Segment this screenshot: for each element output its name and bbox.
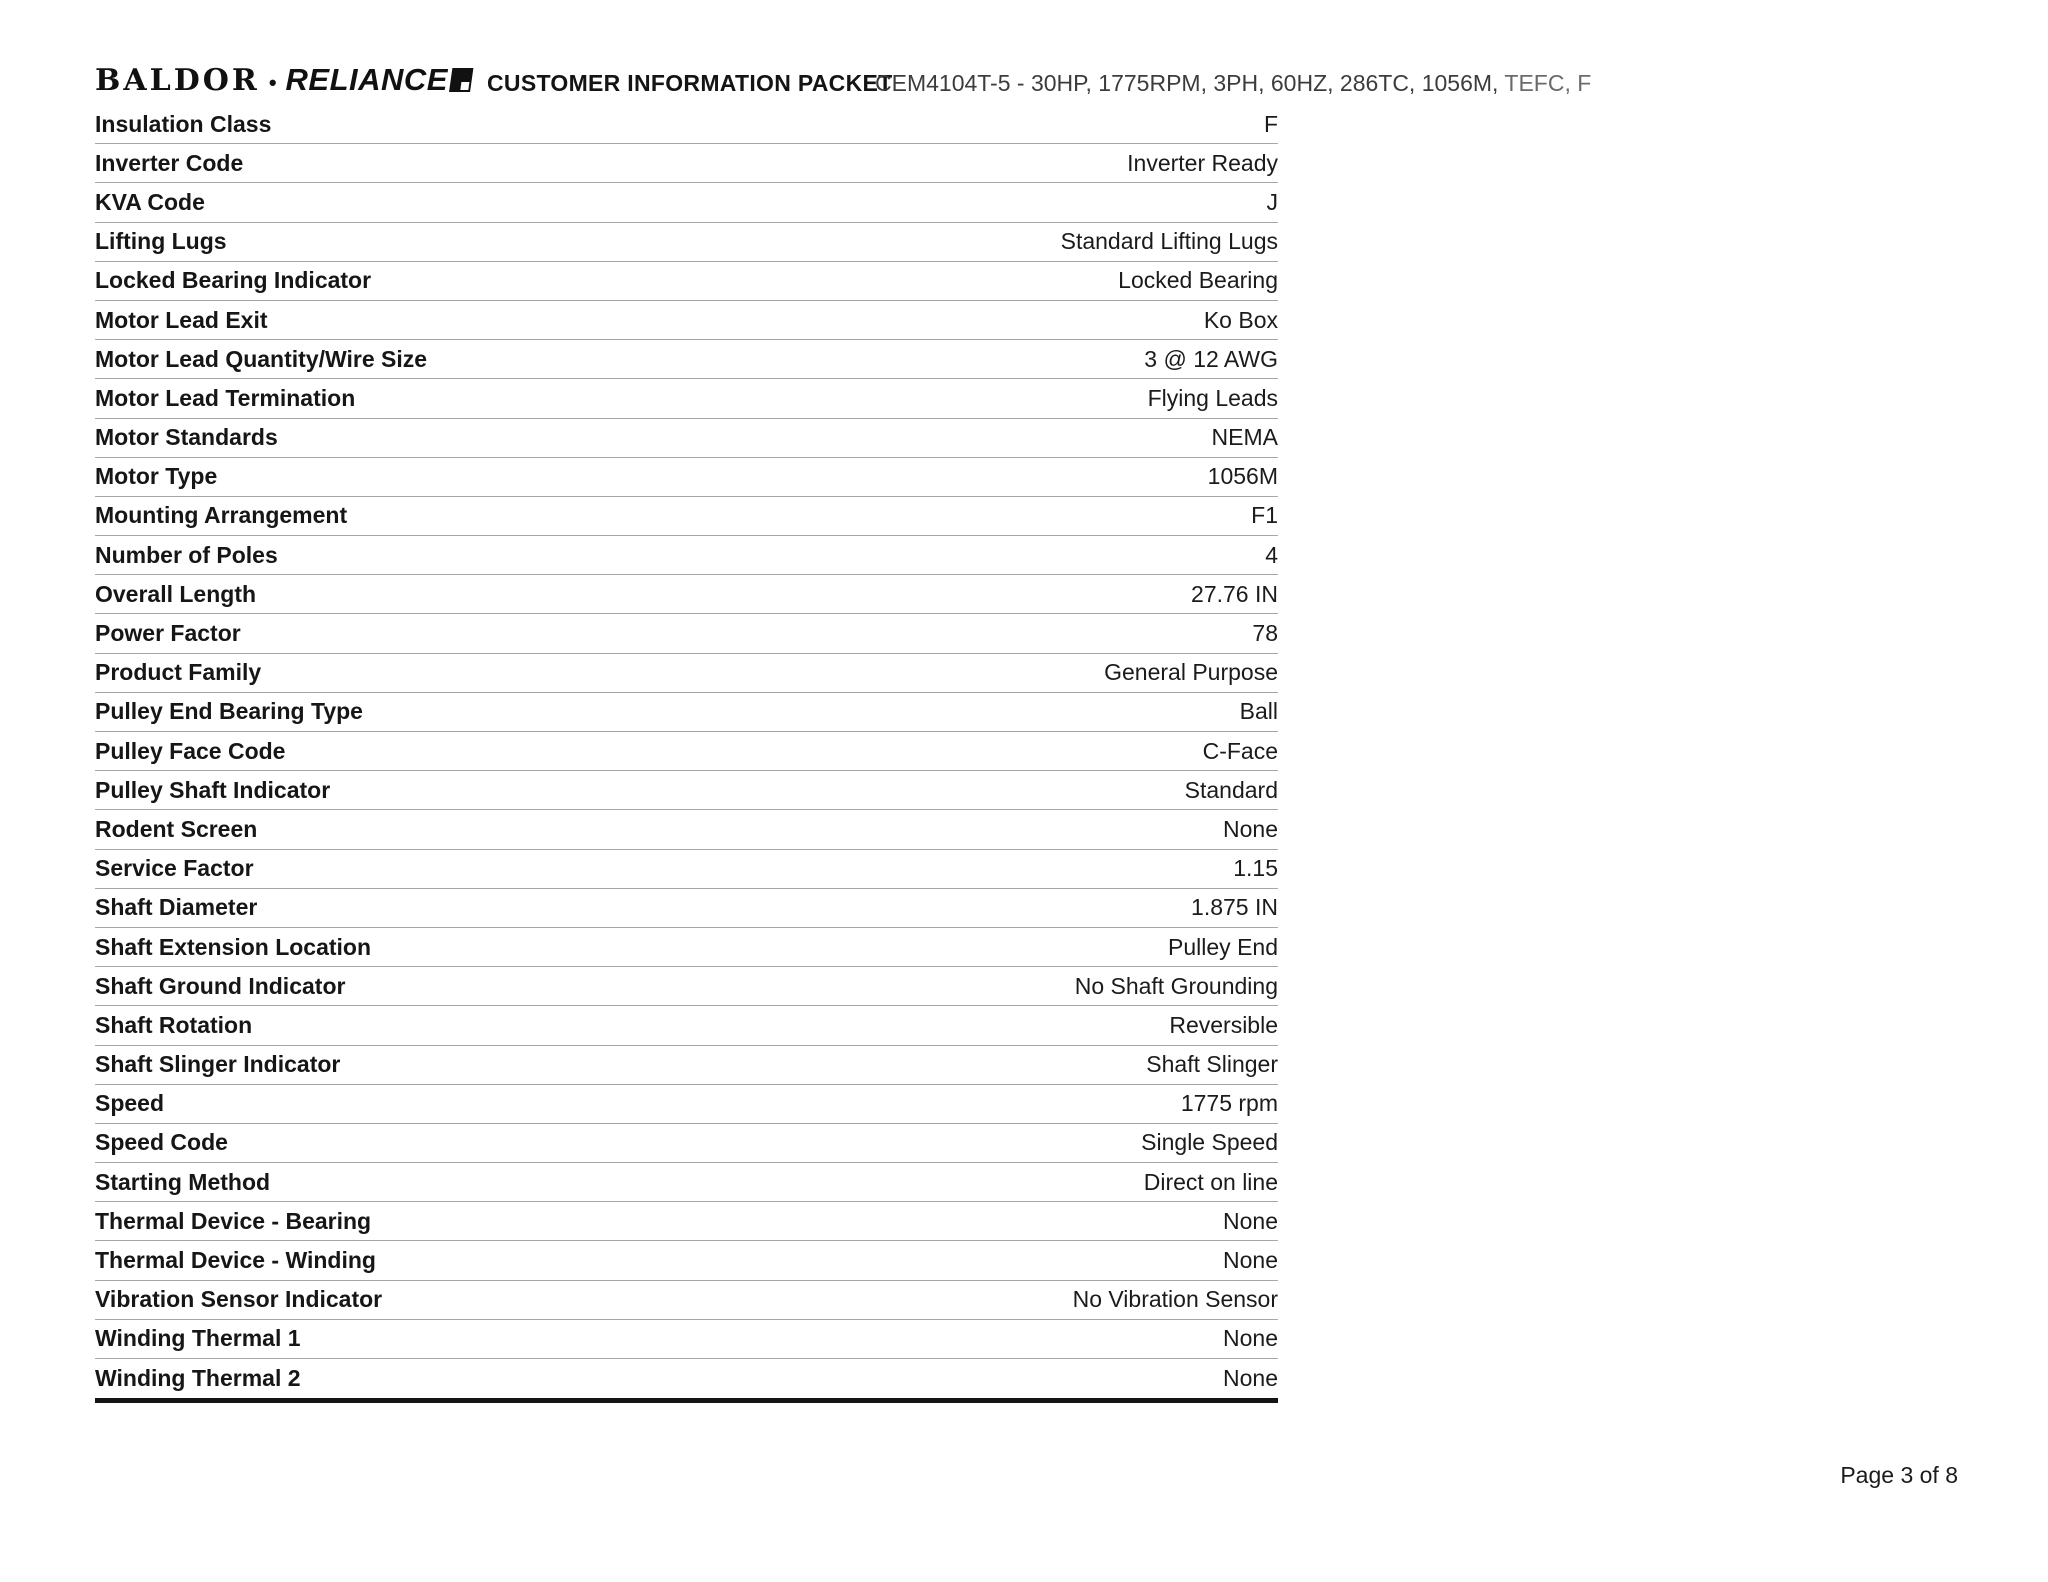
spec-row-value: F1 bbox=[1251, 502, 1278, 529]
spec-row-value: 1.15 bbox=[1233, 855, 1278, 882]
spec-table-row bbox=[95, 262, 1278, 301]
spec-table-row bbox=[95, 1085, 1278, 1124]
spec-table-row bbox=[95, 654, 1278, 693]
reliance-trademark-icon bbox=[449, 68, 473, 92]
spec-row-label: Pulley Face Code bbox=[95, 737, 286, 764]
spec-row-value: Direct on line bbox=[1143, 1168, 1278, 1195]
spec-row-value: No Shaft Grounding bbox=[1074, 972, 1278, 999]
spec-table-row bbox=[95, 1202, 1278, 1241]
spec-table-row bbox=[95, 850, 1278, 889]
spec-row-label: Starting Method bbox=[95, 1168, 271, 1195]
spec-row-value: None bbox=[1223, 1207, 1278, 1234]
page-header bbox=[0, 0, 2048, 100]
spec-row-value: C-Face bbox=[1202, 737, 1278, 764]
spec-table-row bbox=[95, 458, 1278, 497]
logo-brand-baldor: BALDOR bbox=[95, 63, 260, 98]
spec-table-row bbox=[95, 223, 1278, 262]
spec-row-label: Shaft Ground Indicator bbox=[95, 972, 346, 999]
spec-row-value: NEMA bbox=[1211, 424, 1278, 451]
spec-row-label: Overall Length bbox=[95, 580, 257, 607]
spec-row-label: Motor Lead Quantity/Wire Size bbox=[95, 345, 428, 372]
spec-table-row bbox=[95, 967, 1278, 1006]
spec-row-label: Motor Lead Exit bbox=[95, 306, 268, 333]
spec-table-row bbox=[95, 1359, 1278, 1398]
spec-row-value: Ball bbox=[1239, 698, 1278, 725]
spec-row-value: No Vibration Sensor bbox=[1072, 1286, 1278, 1313]
spec-table-row bbox=[95, 810, 1278, 849]
spec-row-value: 78 bbox=[1252, 620, 1278, 647]
spec-row-value: 27.76 IN bbox=[1191, 580, 1278, 607]
spec-row-value: 1.875 IN bbox=[1191, 894, 1278, 921]
spec-row-label: Locked Bearing Indicator bbox=[95, 267, 372, 294]
spec-row-value: Reversible bbox=[1169, 1011, 1278, 1038]
spec-table-row bbox=[95, 928, 1278, 967]
spec-row-label: Mounting Arrangement bbox=[95, 502, 348, 529]
logo-dot-separator: • bbox=[268, 70, 277, 95]
spec-row-value: Single Speed bbox=[1141, 1129, 1278, 1156]
baldor-reliance-logo bbox=[95, 62, 472, 98]
spec-table-row bbox=[95, 575, 1278, 614]
spec-row-label: Motor Type bbox=[95, 463, 218, 490]
spec-row-value: Standard Lifting Lugs bbox=[1060, 228, 1278, 255]
spec-row-label: Insulation Class bbox=[95, 110, 272, 137]
spec-row-label: Rodent Screen bbox=[95, 815, 258, 842]
spec-row-value: 4 bbox=[1265, 541, 1278, 568]
spec-row-value: 1775 rpm bbox=[1180, 1090, 1278, 1117]
spec-row-value: 1056M bbox=[1207, 463, 1278, 490]
spec-table-row bbox=[95, 889, 1278, 928]
spec-table-row bbox=[95, 379, 1278, 418]
spec-table-row bbox=[95, 1320, 1278, 1359]
spec-table-row bbox=[95, 105, 1278, 144]
spec-row-label: Lifting Lugs bbox=[95, 228, 227, 255]
spec-row-value: 3 @ 12 AWG bbox=[1144, 345, 1278, 372]
spec-table-row bbox=[95, 1163, 1278, 1202]
spec-table-row bbox=[95, 340, 1278, 379]
spec-row-label: Speed bbox=[95, 1090, 165, 1117]
spec-row-label: Speed Code bbox=[95, 1129, 228, 1156]
spec-row-label: Pulley End Bearing Type bbox=[95, 698, 363, 725]
logo-brand-reliance: RELIANCE bbox=[285, 62, 448, 97]
spec-row-value: Shaft Slinger bbox=[1146, 1051, 1278, 1078]
spec-row-value: General Purpose bbox=[1104, 659, 1278, 686]
spec-row-label: KVA Code bbox=[95, 188, 205, 215]
spec-table-row bbox=[95, 1006, 1278, 1045]
spec-table-row bbox=[95, 614, 1278, 653]
spec-row-label: Number of Poles bbox=[95, 541, 278, 568]
spec-table-row bbox=[95, 144, 1278, 183]
spec-row-value: None bbox=[1223, 815, 1278, 842]
spec-row-value: Flying Leads bbox=[1147, 384, 1278, 411]
spec-table-row bbox=[95, 419, 1278, 458]
spec-row-label: Winding Thermal 2 bbox=[95, 1365, 301, 1392]
spec-row-label: Motor Lead Termination bbox=[95, 384, 356, 411]
spec-row-value: None bbox=[1223, 1325, 1278, 1352]
spec-row-value: Standard bbox=[1184, 776, 1278, 803]
spec-row-value: F bbox=[1263, 110, 1278, 137]
spec-row-value: None bbox=[1223, 1365, 1278, 1392]
spec-row-label: Shaft Rotation bbox=[95, 1011, 253, 1038]
model-description-secondary: TEFC, F bbox=[1504, 70, 1592, 96]
spec-row-label: Inverter Code bbox=[95, 149, 244, 176]
spec-row-label: Shaft Slinger Indicator bbox=[95, 1051, 341, 1078]
spec-table bbox=[95, 105, 1278, 1403]
model-description-primary: CEM4104T-5 - 30HP, 1775RPM, 3PH, 60HZ, 286TC, 1056M, bbox=[875, 70, 1505, 96]
spec-row-label: Shaft Extension Location bbox=[95, 933, 372, 960]
packet-title: CUSTOMER INFORMATION PACKET bbox=[487, 70, 893, 96]
spec-row-label: Product Family bbox=[95, 659, 262, 686]
spec-row-label: Motor Standards bbox=[95, 424, 278, 451]
page-number-indicator: Page 3 of 8 bbox=[1840, 1462, 1958, 1488]
spec-row-value: Ko Box bbox=[1203, 306, 1278, 333]
spec-row-label: Shaft Diameter bbox=[95, 894, 258, 921]
spec-table-row bbox=[95, 183, 1278, 222]
spec-table-row bbox=[95, 1281, 1278, 1320]
spec-table-row bbox=[95, 771, 1278, 810]
spec-row-value: Locked Bearing bbox=[1118, 267, 1278, 294]
spec-table-row bbox=[95, 497, 1278, 536]
spec-row-value: Pulley End bbox=[1168, 933, 1278, 960]
spec-row-label: Winding Thermal 1 bbox=[95, 1325, 301, 1352]
spec-row-label: Power Factor bbox=[95, 620, 241, 647]
spec-table-row bbox=[95, 536, 1278, 575]
spec-row-label: Service Factor bbox=[95, 855, 254, 882]
spec-row-label: Vibration Sensor Indicator bbox=[95, 1286, 383, 1313]
spec-table-row bbox=[95, 732, 1278, 771]
model-description-line bbox=[875, 70, 1591, 97]
spec-table-row bbox=[95, 1046, 1278, 1085]
spec-table-row bbox=[95, 693, 1278, 732]
spec-row-value: None bbox=[1223, 1247, 1278, 1274]
spec-row-value: Inverter Ready bbox=[1127, 149, 1278, 176]
spec-table-row bbox=[95, 1124, 1278, 1163]
spec-row-label: Thermal Device - Winding bbox=[95, 1247, 376, 1274]
spec-row-value: J bbox=[1266, 188, 1278, 215]
spec-row-label: Pulley Shaft Indicator bbox=[95, 776, 331, 803]
spec-table-row bbox=[95, 301, 1278, 340]
spec-table-row bbox=[95, 1241, 1278, 1280]
spec-row-label: Thermal Device - Bearing bbox=[95, 1207, 372, 1234]
